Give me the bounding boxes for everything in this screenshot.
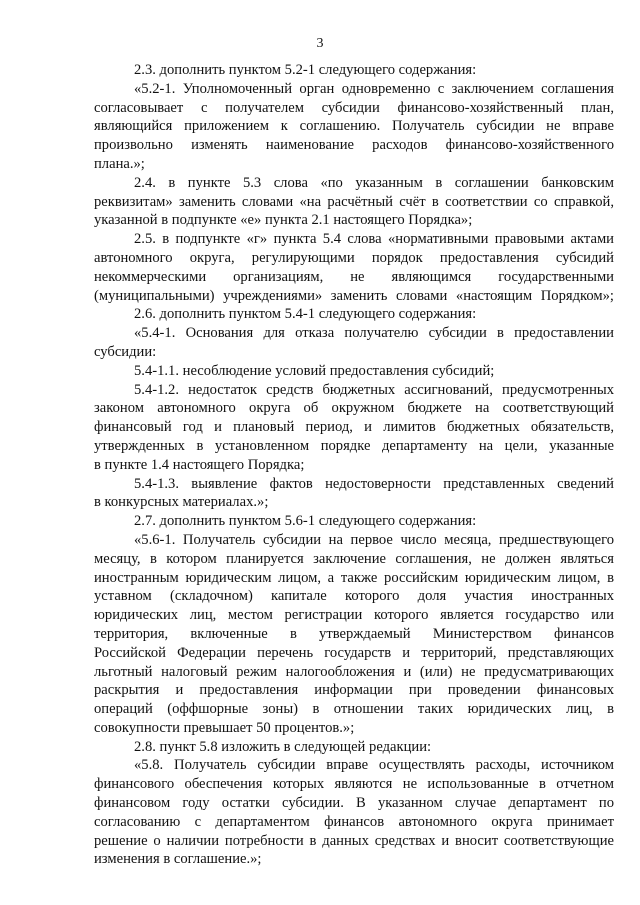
text-line: месяцу, в котором планируется заключение соглашения, не должен являться <box>94 550 614 567</box>
text-line: плана.»; <box>94 155 145 172</box>
text-line: финансовом году остатки субсидии. В указанном случае департамент по <box>94 795 614 812</box>
text-line: 5.4-1.1. несоблюдение условий предоставления субсидий; <box>134 362 495 379</box>
text-line: льготный налоговый режим налогообложения и (или) не предусматривающих <box>94 663 614 680</box>
text-line: некоммерческими организациям, не являющимся государственными <box>94 268 614 285</box>
text-line: произвольно изменять наименование расходов финансово-хозяйственного <box>94 137 614 154</box>
text-line: «5.2-1. Уполномоченный орган одновременно с заключением соглашения <box>134 80 614 97</box>
document-body <box>94 61 614 869</box>
text-line: «5.4-1. Основания для отказа получателю субсидии в предоставлении <box>134 325 614 342</box>
text-line: Российской Федерации перечень государств и территорий, представляющих <box>94 644 614 661</box>
text-line: «5.6-1. Получатель субсидии на первое число месяца, предшествующего <box>134 531 614 548</box>
text-line: в конкурсных материалах.»; <box>94 494 269 511</box>
text-line: указанной в подпункте «е» пункта 2.1 настоящего Порядка»; <box>94 212 473 229</box>
text-line: 2.4. в пункте 5.3 слова «по указанным в соглашении банковским <box>134 174 614 191</box>
text-line: совокупности превышает 50 процентов.»; <box>94 719 355 736</box>
text-line: утвержденных в установленном порядке департаменту на цели, указанные <box>94 437 614 454</box>
text-line: 2.7. дополнить пунктом 5.6-1 следующего содержания: <box>134 513 477 530</box>
text-line: операций (оффшорные зоны) в отношении таких юридических лиц, в <box>94 701 614 718</box>
text-line: 5.4-1.3. выявление фактов недостоверности представленных сведений <box>134 475 614 492</box>
text-line: в пункте 1.4 настоящего Порядка; <box>94 456 305 473</box>
text-line: финансовый год и плановый период, и лимитов бюджетных обязательств, <box>94 419 614 436</box>
page-number: 3 <box>316 36 324 51</box>
text-line: юридических лиц, местом регистрации которого является государство или <box>94 607 614 624</box>
text-line: уставном (складочном) капитале которого доля участия иностранных <box>94 588 614 605</box>
text-line: согласовывает с получателем субсидии финансово-хозяйственный план, <box>94 99 614 116</box>
text-line: финансового обеспечения которых являются не использованные в отчетном <box>94 776 614 793</box>
text-line: 2.3. дополнить пунктом 5.2-1 следующего содержания: <box>134 62 477 78</box>
text-line: субсидии: <box>94 343 157 360</box>
text-line: решение о наличии потребности в данных средствах и вносит соответствующие <box>94 832 614 849</box>
text-line: 2.6. дополнить пунктом 5.4-1 следующего содержания: <box>134 306 477 323</box>
text-line: 2.5. в подпункте «г» пункта 5.4 слова «нормативными правовыми актами <box>134 231 614 248</box>
text-line: иностранным юридическим лицом, а также российским юридическим лицом, в <box>94 569 614 586</box>
text-line: 2.8. пункт 5.8 изложить в следующей редакции: <box>134 738 432 755</box>
text-line: изменения в соглашение.»; <box>94 851 262 868</box>
text-line: являющийся приложением к соглашению. Получатель субсидии не вправе <box>94 118 614 135</box>
text-line: 5.4-1.2. недостаток средств бюджетных ассигнований, предусмотренных <box>134 381 614 398</box>
text-line: территория, включенные в утверждаемый Министерством финансов <box>94 625 614 642</box>
text-line: реквизитам» заменить словами «на расчётный счёт в соответствии со справкой, <box>94 193 614 210</box>
text-line: раскрытия и предоставления информации при проведении финансовых <box>94 682 614 699</box>
text-line: «5.8. Получатель субсидии вправе осуществлять расходы, источником <box>134 757 614 774</box>
text-line: законом автономного округа об окружном бюджете на соответствующий <box>94 400 614 417</box>
text-line: (муниципальными) учреждениями» заменить словами «настоящим Порядком»; <box>94 287 614 304</box>
text-line: согласованию с департаментом финансов автономного округа принимает <box>94 813 614 830</box>
text-line: автономного округа, регулирующими порядок предоставления субсидий <box>94 249 614 266</box>
